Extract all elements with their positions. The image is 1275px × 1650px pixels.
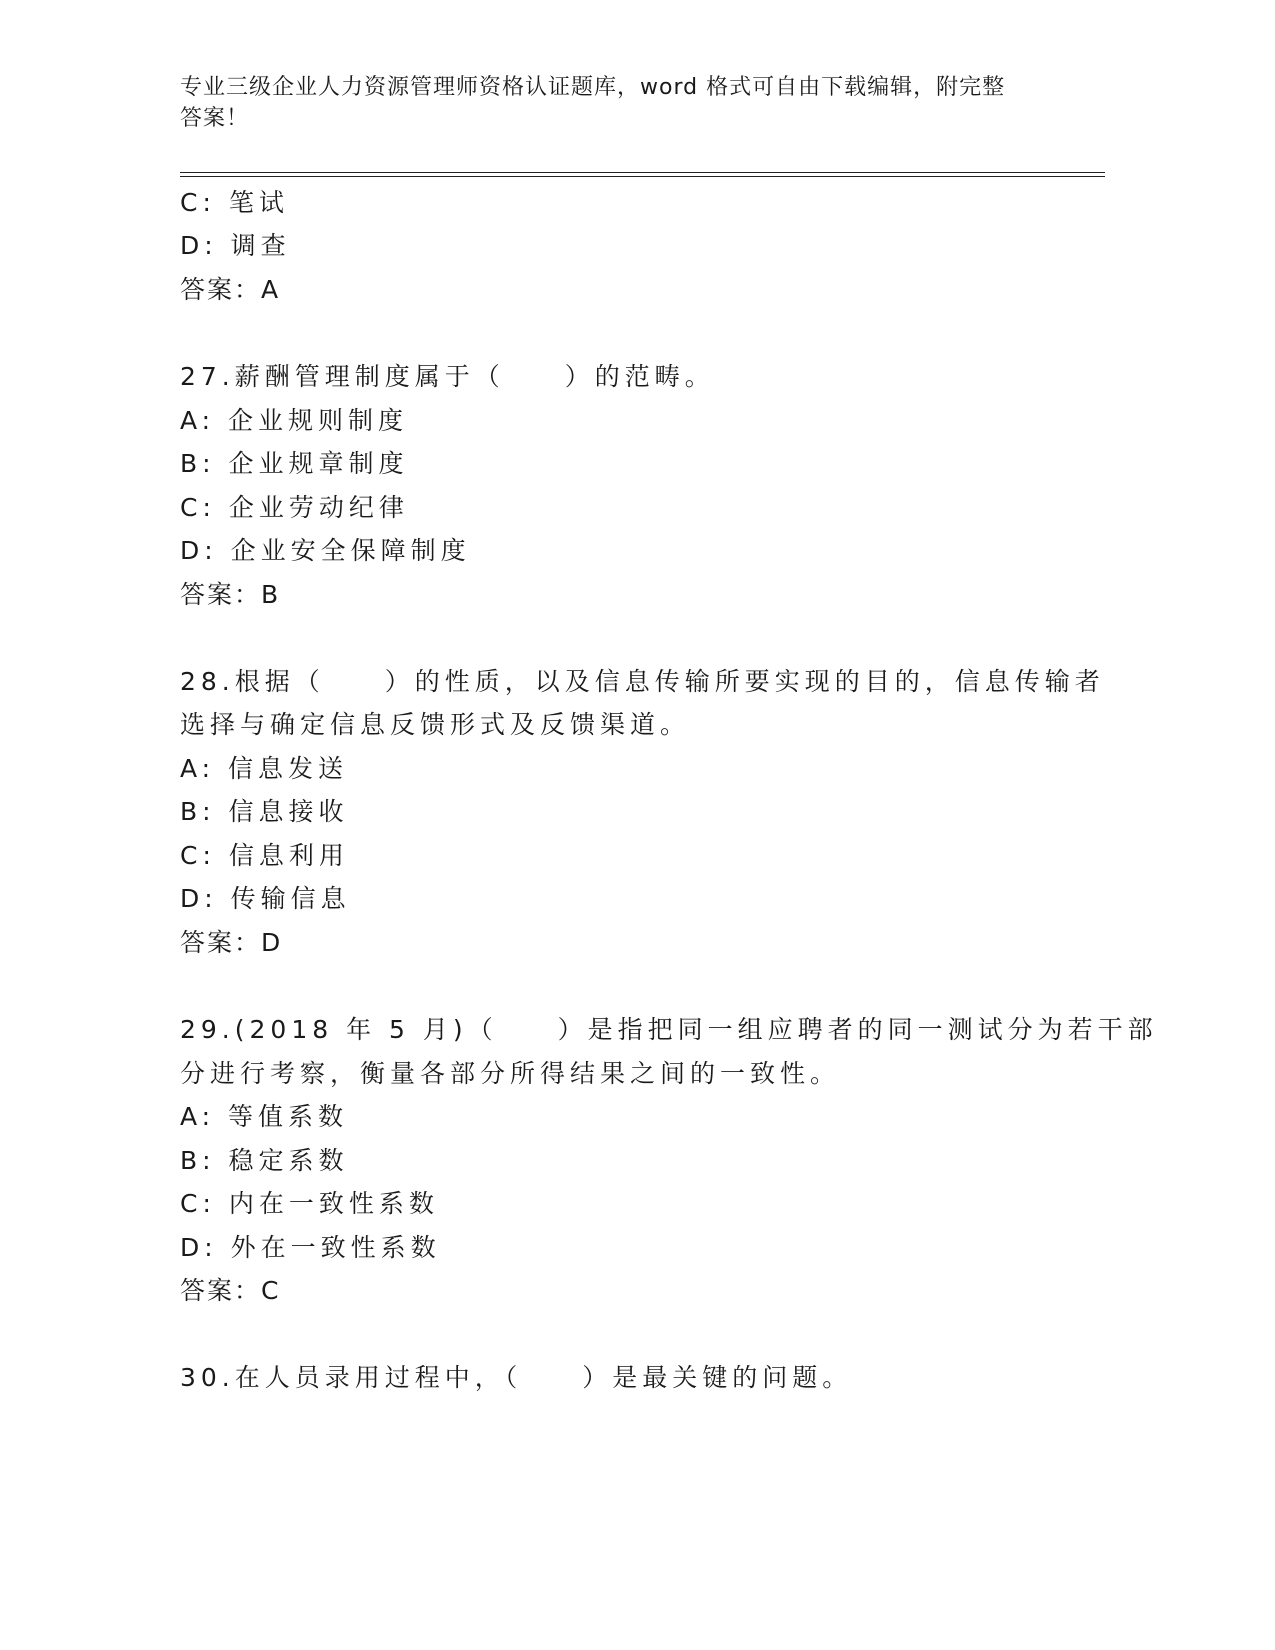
header-line-1: 专业三级企业人力资源管理师资格认证题库，word 格式可自由下载编辑，附完整: [180, 75, 1006, 100]
q28-answer: 答案：D: [180, 928, 283, 957]
q28-option-c: C: 信息利用: [180, 841, 349, 870]
q29-option-a: A: 等值系数: [180, 1102, 349, 1131]
q27-option-d: D: 企业安全保障制度: [180, 536, 471, 565]
q28-question-line-2: 选择与确定信息反馈形式及反馈渠道。: [180, 710, 691, 739]
q29-option-c: C: 内在一致性系数: [180, 1189, 439, 1218]
q27-option-a: A: 企业规则制度: [180, 406, 409, 435]
header-divider-bottom: [180, 176, 1105, 177]
q29-option-d: D: 外在一致性系数: [180, 1233, 441, 1262]
page-header: [180, 72, 1040, 134]
q27-option-b: B: 企业规章制度: [180, 449, 409, 478]
q27-answer: 答案：B: [180, 580, 281, 609]
q28-question-line-1: 28.根据（ ）的性质，以及信息传输所要实现的目的，信息传输者: [180, 667, 1105, 696]
header-line-2: 答案！: [180, 106, 250, 131]
q28-option-a: A: 信息发送: [180, 754, 349, 783]
q29-question-line-1: 29.(2018 年 5 月)（ ）是指把同一组应聘者的同一测试分为若干部: [180, 1015, 1158, 1044]
q29-option-b: B: 稳定系数: [180, 1146, 349, 1175]
q27-question: 27.薪酬管理制度属于（ ）的范畴。: [180, 362, 715, 391]
q29-question-line-2: 分进行考察，衡量各部分所得结果之间的一致性。: [180, 1059, 841, 1088]
q26-option-c: C: 笔试: [180, 188, 289, 217]
q27-option-c: C: 企业劳动纪律: [180, 493, 409, 522]
header-divider-top: [180, 172, 1105, 173]
q30-question: 30.在人员录用过程中，（ ）是最关键的问题。: [180, 1363, 853, 1392]
q26-option-d: D: 调查: [180, 231, 291, 260]
q28-option-b: B: 信息接收: [180, 797, 349, 826]
q26-answer: 答案：A: [180, 275, 281, 304]
q28-option-d: D: 传输信息: [180, 884, 351, 913]
q29-answer: 答案：C: [180, 1276, 281, 1305]
